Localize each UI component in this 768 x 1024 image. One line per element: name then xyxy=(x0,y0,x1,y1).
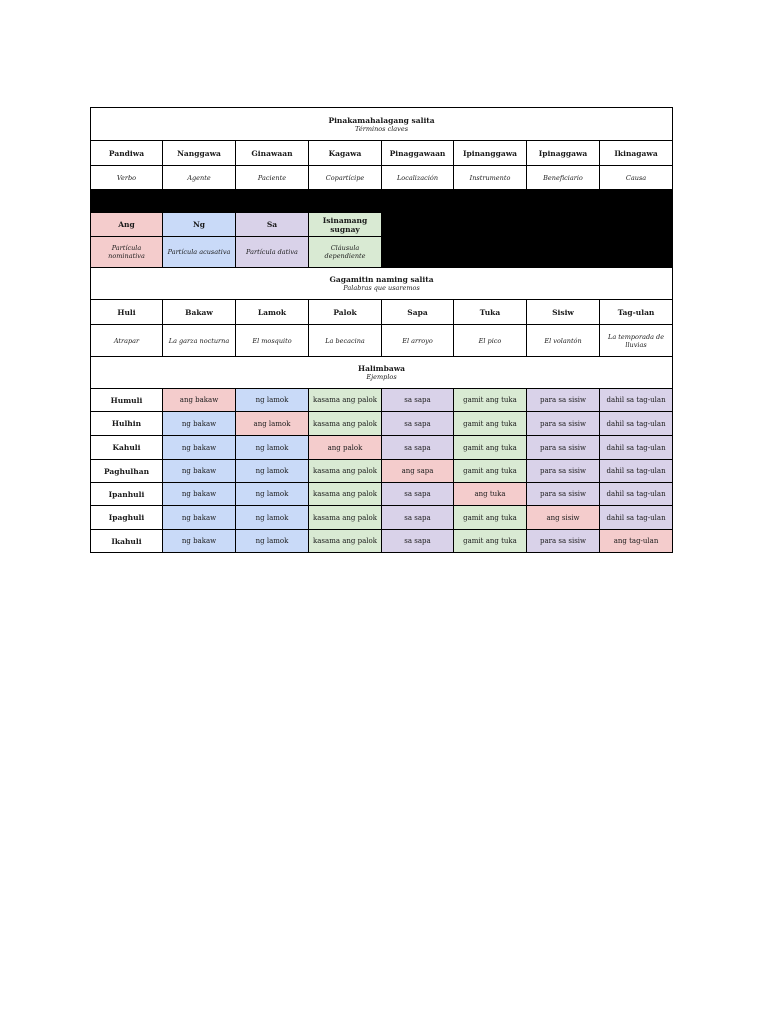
vocab-translation: Atrapar xyxy=(91,325,163,357)
particle-ng: Ng xyxy=(163,213,236,237)
vocabulary-translation-row xyxy=(91,325,673,357)
example-cell: sa sapa xyxy=(382,389,454,412)
example-verb: Hulhin xyxy=(91,412,163,436)
example-row xyxy=(91,389,673,412)
example-cell: sa sapa xyxy=(382,483,454,506)
example-cell: kasama ang palok xyxy=(309,412,382,436)
example-cell: dahil sa tag-ulan xyxy=(600,389,673,412)
example-cell: ng lamok xyxy=(236,460,309,483)
example-cell: para sa sisiw xyxy=(527,460,600,483)
black-spacer xyxy=(91,190,673,213)
particle-sa: Sa xyxy=(236,213,309,237)
example-cell: sa sapa xyxy=(382,506,454,530)
term-header: Ikinagawa xyxy=(600,141,673,166)
term-header: Ipinanggawa xyxy=(454,141,527,166)
key-terms-title-row xyxy=(91,108,673,141)
black-spacer-row xyxy=(91,190,673,213)
example-cell: gamit ang tuka xyxy=(454,506,527,530)
example-cell: para sa sisiw xyxy=(527,436,600,460)
example-verb: Ikahuli xyxy=(91,530,163,553)
example-cell: gamit ang tuka xyxy=(454,412,527,436)
vocab-word: Palok xyxy=(309,300,382,325)
examples-title-row xyxy=(91,357,673,389)
example-cell: ang tuka xyxy=(454,483,527,506)
example-row xyxy=(91,436,673,460)
vocab-translation: El pico xyxy=(454,325,527,357)
key-terms-translation-row xyxy=(91,166,673,190)
vocabulary-title-cell xyxy=(91,268,673,300)
example-cell: ng bakaw xyxy=(163,436,236,460)
term-translation: Causa xyxy=(600,166,673,190)
vocab-word: Sisiw xyxy=(527,300,600,325)
term-translation: Beneficiario xyxy=(527,166,600,190)
particles-row xyxy=(91,213,673,237)
particle-ang: Ang xyxy=(91,213,163,237)
vocab-word: Huli xyxy=(91,300,163,325)
key-terms-title: Pinakamahalagang salita xyxy=(328,115,435,125)
example-cell: gamit ang tuka xyxy=(454,460,527,483)
example-cell: kasama ang palok xyxy=(309,460,382,483)
example-cell: kasama ang palok xyxy=(309,389,382,412)
vocab-translation: El arroyo xyxy=(382,325,454,357)
example-cell: gamit ang tuka xyxy=(454,389,527,412)
term-translation: Copartícipe xyxy=(309,166,382,190)
vocab-translation: La becacina xyxy=(309,325,382,357)
example-cell: dahil sa tag-ulan xyxy=(600,460,673,483)
vocab-translation: La garza nocturna xyxy=(163,325,236,357)
example-cell: ang bakaw xyxy=(163,389,236,412)
example-cell: kasama ang palok xyxy=(309,506,382,530)
example-row xyxy=(91,530,673,553)
example-cell: dahil sa tag-ulan xyxy=(600,436,673,460)
vocabulary-title: Gagamitin naming salita xyxy=(329,275,434,284)
example-cell: sa sapa xyxy=(382,412,454,436)
example-verb: Paghulhan xyxy=(91,460,163,483)
term-header: Kagawa xyxy=(309,141,382,166)
example-cell: ng bakaw xyxy=(163,460,236,483)
example-cell: sa sapa xyxy=(382,436,454,460)
particle-translation: Partícula nominativa xyxy=(91,237,163,268)
vocabulary-title-row xyxy=(91,268,673,300)
example-verb: Ipaghuli xyxy=(91,506,163,530)
examples-title: Halimbawa xyxy=(358,364,406,373)
example-cell: ang tag-ulan xyxy=(600,530,673,553)
example-cell: para sa sisiw xyxy=(527,483,600,506)
example-cell: ng bakaw xyxy=(163,483,236,506)
example-cell: gamit ang tuka xyxy=(454,530,527,553)
example-row xyxy=(91,483,673,506)
term-header: Ipinaggawa xyxy=(527,141,600,166)
vocab-translation: El volantón xyxy=(527,325,600,357)
examples-title-cell xyxy=(91,357,673,389)
example-cell: ng lamok xyxy=(236,483,309,506)
particle-translation: Partícula dativa xyxy=(236,237,309,268)
particle-translation: Partícula acusativa xyxy=(163,237,236,268)
vocab-translation: El mosquito xyxy=(236,325,309,357)
term-translation: Paciente xyxy=(236,166,309,190)
example-cell: kasama ang palok xyxy=(309,483,382,506)
example-cell: ang sisiw xyxy=(527,506,600,530)
example-cell: ng lamok xyxy=(236,436,309,460)
examples-subtitle: Ejemplos xyxy=(366,373,397,381)
example-cell: sa sapa xyxy=(382,530,454,553)
term-header: Nanggawa xyxy=(163,141,236,166)
vocab-word: Tag-ulan xyxy=(600,300,673,325)
example-cell: ng bakaw xyxy=(163,530,236,553)
example-cell: ang palok xyxy=(309,436,382,460)
term-header: Pandiwa xyxy=(91,141,163,166)
example-cell: ng lamok xyxy=(236,389,309,412)
particle-dependent-clause: Isinamang sugnay xyxy=(309,213,382,237)
vocab-translation: La temporada de lluvias xyxy=(600,325,673,357)
example-cell: kasama ang palok xyxy=(309,530,382,553)
term-header: Pinaggawaan xyxy=(382,141,454,166)
key-terms-title-cell xyxy=(91,108,673,141)
example-row xyxy=(91,412,673,436)
black-filler xyxy=(382,213,673,268)
example-cell: ng lamok xyxy=(236,506,309,530)
example-row xyxy=(91,460,673,483)
vocab-word: Bakaw xyxy=(163,300,236,325)
example-cell: gamit ang tuka xyxy=(454,436,527,460)
term-header: Ginawaan xyxy=(236,141,309,166)
example-cell: dahil sa tag-ulan xyxy=(600,412,673,436)
example-verb: Kahuli xyxy=(91,436,163,460)
example-cell: ng bakaw xyxy=(163,412,236,436)
example-cell: para sa sisiw xyxy=(527,530,600,553)
term-translation: Verbo xyxy=(91,166,163,190)
vocab-word: Tuka xyxy=(454,300,527,325)
example-verb: Ipanhuli xyxy=(91,483,163,506)
term-translation: Instrumento xyxy=(454,166,527,190)
key-terms-header-row xyxy=(91,141,673,166)
example-verb: Humuli xyxy=(91,389,163,412)
vocab-word: Lamok xyxy=(236,300,309,325)
grammar-table xyxy=(90,107,673,553)
term-translation: Agente xyxy=(163,166,236,190)
key-terms-subtitle: Términos claves xyxy=(355,124,409,133)
vocab-word: Sapa xyxy=(382,300,454,325)
example-cell: ng lamok xyxy=(236,530,309,553)
example-cell: dahil sa tag-ulan xyxy=(600,483,673,506)
particle-translation: Cláusula dependiente xyxy=(309,237,382,268)
term-translation: Localización xyxy=(382,166,454,190)
example-cell: ng bakaw xyxy=(163,506,236,530)
vocabulary-words-row xyxy=(91,300,673,325)
example-cell: dahil sa tag-ulan xyxy=(600,506,673,530)
example-cell: para sa sisiw xyxy=(527,389,600,412)
example-cell: ang sapa xyxy=(382,460,454,483)
example-cell: para sa sisiw xyxy=(527,412,600,436)
example-row xyxy=(91,506,673,530)
example-cell: ang lamok xyxy=(236,412,309,436)
vocabulary-subtitle: Palabras que usaremos xyxy=(343,284,420,292)
